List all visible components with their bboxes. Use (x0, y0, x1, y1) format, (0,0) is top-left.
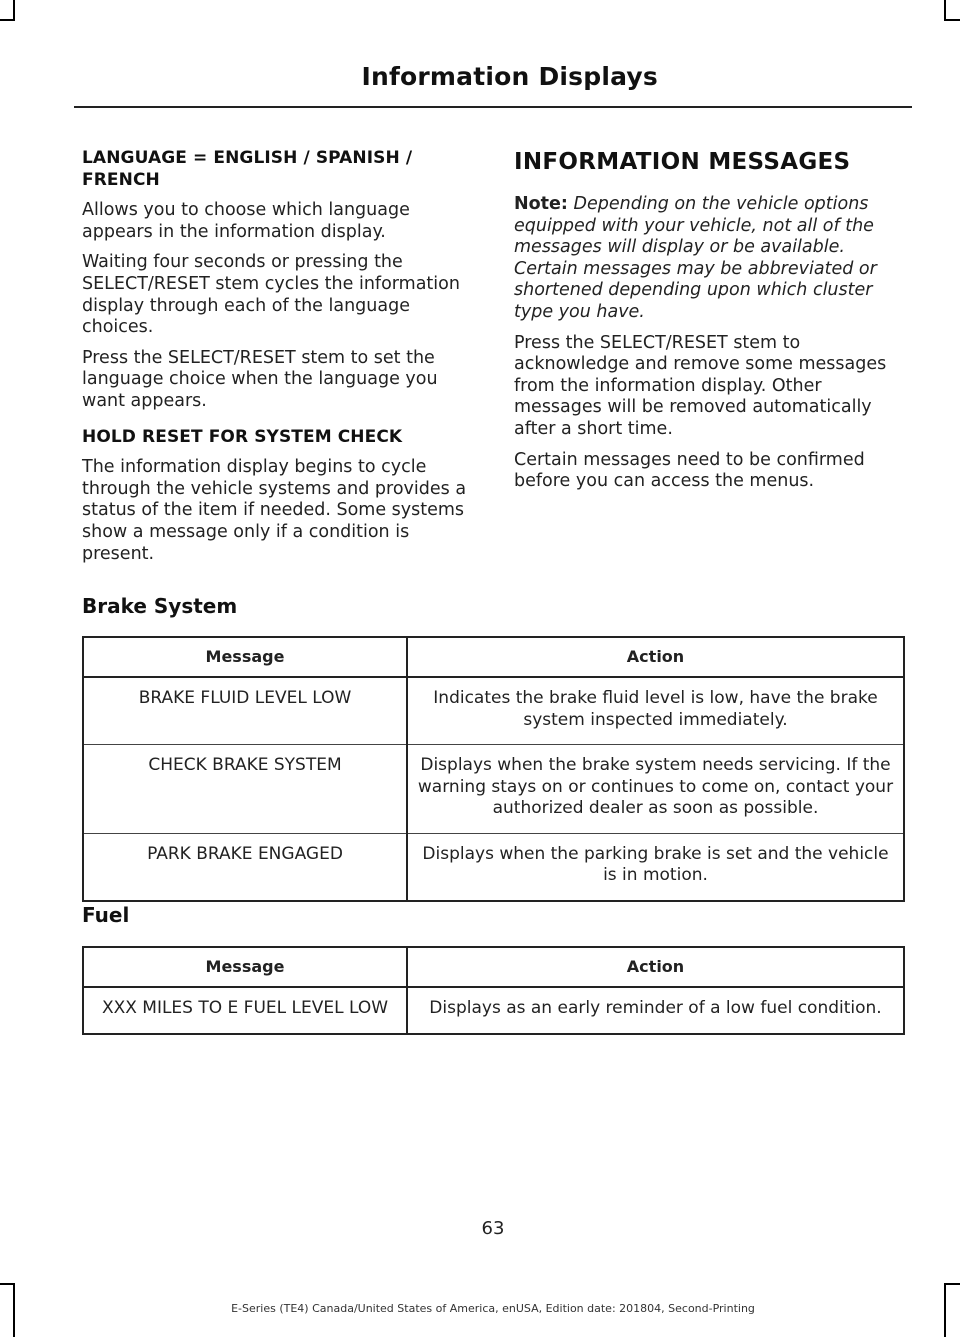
action-cell: Displays as an early reminder of a low fuel condition. (407, 987, 904, 1034)
note-label: Note: (514, 194, 568, 214)
brake-system-table (82, 636, 905, 902)
action-cell: Displays when the parking brake is set and the vehicle is in motion. (407, 833, 904, 901)
message-cell: BRAKE FLUID LEVEL LOW (83, 677, 407, 745)
language-paragraph-2: Waiting four seconds or pressing the SELECT/RESET stem cycles the information display through each of the language choices. (82, 252, 460, 338)
crop-mark-top-left-h (0, 19, 15, 21)
message-column-header: Message (83, 947, 407, 987)
system-check-heading: HOLD RESET FOR SYSTEM CHECK (82, 426, 403, 447)
fuel-table (82, 946, 905, 1035)
header-divider (74, 106, 912, 108)
message-cell: CHECK BRAKE SYSTEM (83, 745, 407, 834)
crop-mark-top-right (944, 0, 946, 20)
table-row (83, 677, 904, 745)
action-cell: Indicates the brake fluid level is low, have the brake system inspected immediately. (407, 677, 904, 745)
language-paragraph-3: Press the SELECT/RESET stem to set the language choice when the language you want appears. (82, 347, 438, 411)
system-check-paragraph: The information display begins to cycle through the vehicle systems and provides a status of the item if needed. Some systems show a message only if a condition is present. (82, 457, 467, 564)
table-row (83, 833, 904, 901)
crop-mark-bottom-right-h (944, 1283, 960, 1285)
crop-mark-top-right-h (944, 19, 960, 21)
note-text: Depending on the vehicle options equipped with your vehicle, not all of the messages will display or be available. Certain messages may be abbreviated or shortened depending upon which cluster type you have. (514, 194, 877, 322)
table-header-row (83, 947, 904, 987)
crop-mark-top-left (13, 0, 15, 20)
page-number: 63 (481, 1218, 505, 1239)
brake-system-title: Brake System (82, 594, 238, 618)
action-cell: Displays when the brake system needs servicing. If the warning stays on or continues to come on, contact your authorized dealer as soon as possible. (407, 745, 904, 834)
right-column (514, 148, 910, 502)
edition-footer: E-Series (TE4) Canada/United States of America, enUSA, Edition date: 201804, Second-Printing (231, 1302, 755, 1315)
language-heading: LANGUAGE = ENGLISH / SPANISH / FRENCH (82, 148, 413, 190)
crop-mark-bottom-left-h (0, 1283, 15, 1285)
note-paragraph (514, 194, 910, 324)
fuel-title: Fuel (82, 903, 130, 927)
messages-paragraph-2: Certain messages need to be confirmed before you can access the menus. (514, 449, 865, 492)
table-row (83, 745, 904, 834)
table-header-row (83, 637, 904, 677)
action-column-header: Action (407, 947, 904, 987)
left-column (82, 148, 478, 574)
information-messages-heading: INFORMATION MESSAGES (514, 149, 851, 175)
message-column-header: Message (83, 637, 407, 677)
messages-paragraph-1: Press the SELECT/RESET stem to acknowledge and remove some messages from the information display. Other messages will be removed automatically after a short time. (514, 332, 887, 439)
page-title: Information Displays (361, 62, 658, 91)
message-cell: PARK BRAKE ENGAGED (83, 833, 407, 901)
action-column-header: Action (407, 637, 904, 677)
language-paragraph-1: Allows you to choose which language appears in the information display. (82, 200, 410, 242)
table-row (83, 987, 904, 1034)
message-cell: XXX MILES TO E FUEL LEVEL LOW (83, 987, 407, 1034)
